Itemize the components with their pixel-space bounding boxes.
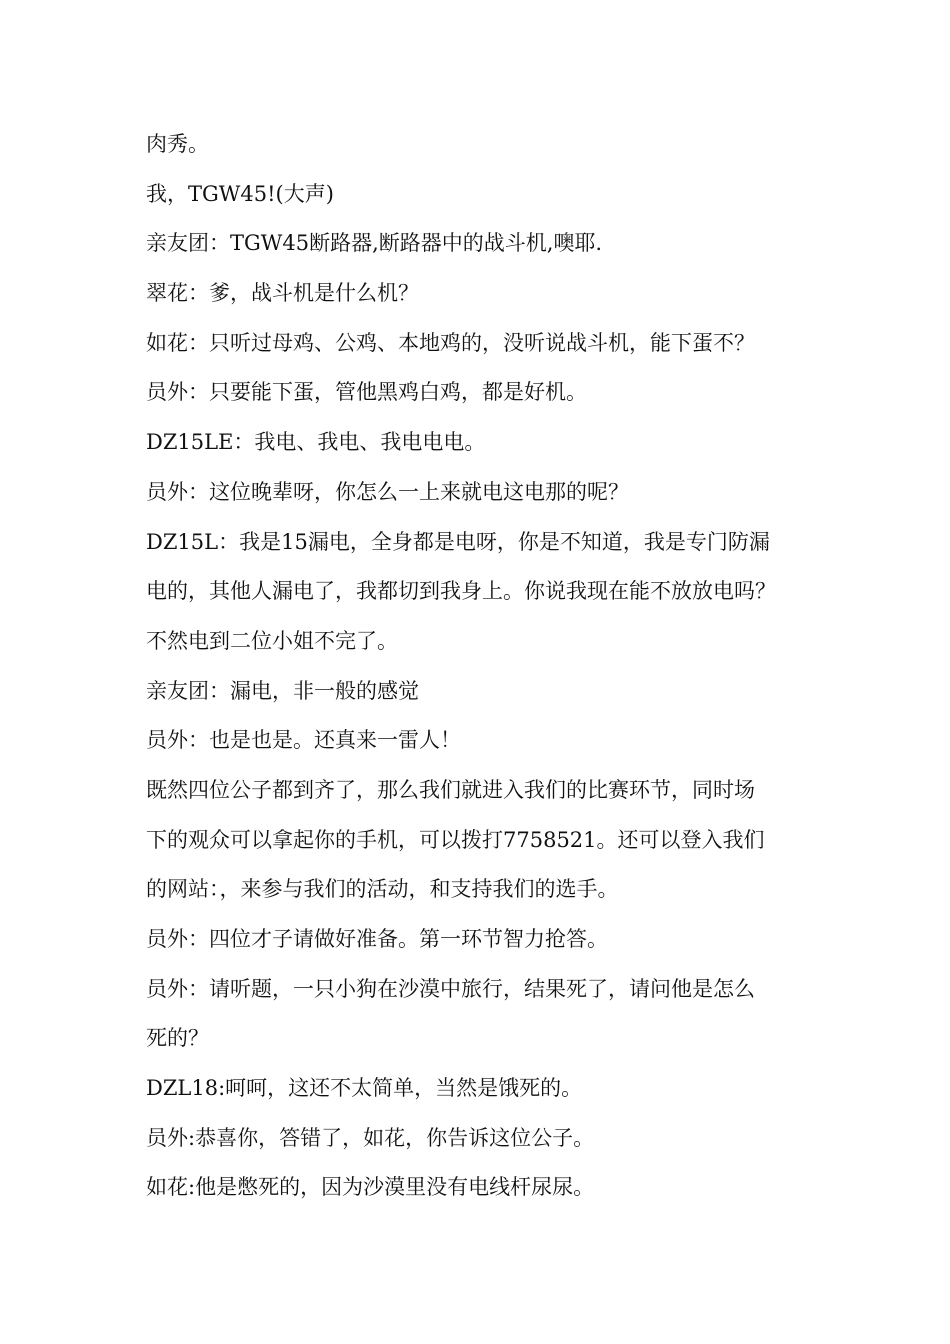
text-line: 电的，其他人漏电了，我都切到我身上。你说我现在能不放放电吗？ <box>146 579 776 604</box>
text-line: 亲友团：漏电，非一般的感觉 <box>146 678 419 703</box>
text-line: 的网站：，来参与我们的活动，和支持我们的选手。 <box>146 877 619 902</box>
text-line: 肉秀。 <box>146 132 209 156</box>
text-line: 员外：只要能下蛋，管他黑鸡白鸡，都是好机。 <box>146 380 587 405</box>
text-line: 下的观众可以拿起你的手机，可以拨打7758521。还可以登入我们 <box>146 827 765 852</box>
text-line: DZ15LE：我电、我电、我电电电。 <box>146 430 486 455</box>
text-line: 死的？ <box>146 1026 209 1051</box>
text-line: 我，TGW45!(大声) <box>146 181 334 206</box>
text-line: 既然四位公子都到齐了，那么我们就进入我们的比赛环节，同时场 <box>146 777 755 802</box>
text-line: 员外：也是也是。还真来一雷人！ <box>146 728 461 753</box>
text-line: 如花:他是憋死的，因为沙漠里没有电线杆尿尿。 <box>146 1175 595 1200</box>
text-line: 员外:恭喜你，答错了，如花，你告诉这位公子。 <box>146 1125 595 1150</box>
text-line: DZL18:呵呵，这还不太简单，当然是饿死的。 <box>146 1076 583 1101</box>
text-line: 员外：四位才子请做好准备。第一环节智力抢答。 <box>146 927 608 951</box>
text-line: 翠花：爹，战斗机是什么机？ <box>146 281 419 306</box>
text-line: 亲友团：TGW45断路器,断路器中的战斗机,噢耶. <box>146 231 603 256</box>
text-line: 如花：只听过母鸡、公鸡、本地鸡的，没听说战斗机，能下蛋不？ <box>146 330 755 355</box>
text-line: 员外：这位晚辈呀，你怎么一上来就电这电那的呢？ <box>146 479 629 504</box>
document-body <box>146 120 826 1213</box>
text-line: DZ15L：我是15漏电，全身都是电呀，你是不知道，我是专门防漏 <box>146 529 770 554</box>
text-line: 员外：请听题，一只小狗在沙漠中旅行，结果死了，请问他是怎么 <box>146 976 755 1001</box>
text-line: 不然电到二位小姐不完了。 <box>146 628 398 653</box>
